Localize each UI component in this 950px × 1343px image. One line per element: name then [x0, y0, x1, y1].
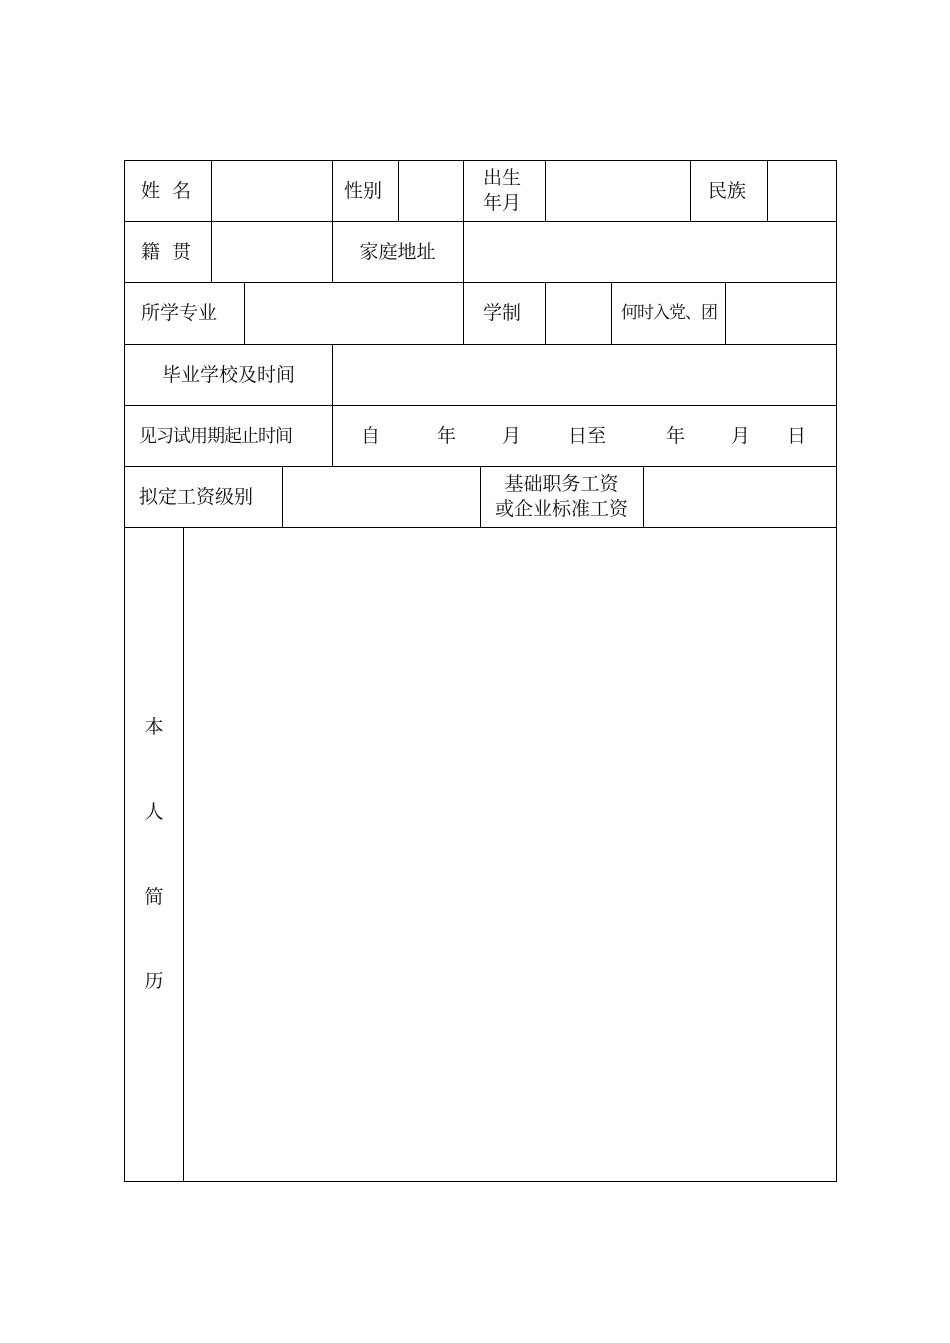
- probation-label-text: 见习试用期起止时间: [139, 425, 292, 447]
- native-place-label: [125, 222, 211, 282]
- base-salary-line2: 或企业标准工资: [494, 498, 628, 520]
- resume-char-4: 历: [144, 970, 164, 992]
- birth-label-line1: 出生: [483, 167, 522, 189]
- school-field[interactable]: [332, 345, 836, 405]
- duration-label: [463, 283, 545, 344]
- probation-label: [125, 406, 332, 466]
- row-probation: [125, 406, 836, 467]
- duration-label-text: 学制: [483, 302, 522, 324]
- party-field[interactable]: [725, 283, 836, 344]
- row-basic-info: [125, 161, 836, 222]
- salary-grade-label: [125, 467, 282, 527]
- home-address-label-text: 家庭地址: [359, 240, 436, 263]
- party-label: [611, 283, 725, 344]
- name-field[interactable]: [211, 161, 332, 221]
- month1-text: 月: [502, 424, 522, 447]
- base-salary-line1: 基础职务工资: [504, 473, 619, 495]
- salary-grade-field[interactable]: [282, 467, 480, 527]
- year2-text: 年: [666, 424, 686, 447]
- birth-label: [463, 161, 545, 221]
- row-major: [125, 283, 836, 345]
- resume-label: [125, 528, 183, 1181]
- day2-text: 日: [787, 424, 807, 447]
- row-address: [125, 222, 836, 283]
- ethnicity-label: [690, 161, 767, 221]
- name-label: [125, 161, 211, 221]
- salary-grade-label-text: 拟定工资级别: [139, 485, 254, 508]
- year1-text: 年: [437, 424, 457, 447]
- row-resume: [125, 528, 836, 1181]
- home-address-field[interactable]: [463, 222, 836, 282]
- row-salary: [125, 467, 836, 528]
- gender-field[interactable]: [398, 161, 463, 221]
- birth-label-line2: 年月: [483, 192, 522, 214]
- birth-field[interactable]: [545, 161, 690, 221]
- major-field[interactable]: [244, 283, 463, 344]
- row-school: [125, 345, 836, 406]
- ethnicity-label-text: 民族: [708, 179, 747, 202]
- school-label: [125, 345, 332, 405]
- base-salary-field[interactable]: [643, 467, 836, 527]
- duration-field[interactable]: [545, 283, 611, 344]
- major-label-text: 所学专业: [141, 302, 218, 324]
- resume-field[interactable]: [183, 528, 836, 1181]
- gender-label: [332, 161, 398, 221]
- base-salary-label: [480, 467, 643, 527]
- gender-label-text: 性别: [344, 179, 383, 202]
- from-text: 自: [361, 424, 381, 447]
- resume-char-1: 本: [144, 716, 164, 738]
- ethnicity-field[interactable]: [767, 161, 836, 221]
- major-label: [125, 283, 244, 344]
- resume-char-3: 简: [144, 886, 164, 908]
- native-place-field[interactable]: [211, 222, 332, 282]
- day-to-text: 日至: [568, 424, 607, 447]
- party-label-text: 何时入党、团: [621, 303, 717, 323]
- month2-text: 月: [731, 424, 751, 447]
- probation-dates[interactable]: [332, 406, 836, 466]
- resume-char-2: 人: [144, 801, 164, 823]
- school-label-text: 毕业学校及时间: [161, 363, 295, 386]
- name-label-text: 姓 名: [141, 179, 192, 202]
- registration-form-table: [124, 160, 837, 1182]
- home-address-label: [332, 222, 463, 282]
- native-place-label-text: 籍 贯: [141, 240, 192, 263]
